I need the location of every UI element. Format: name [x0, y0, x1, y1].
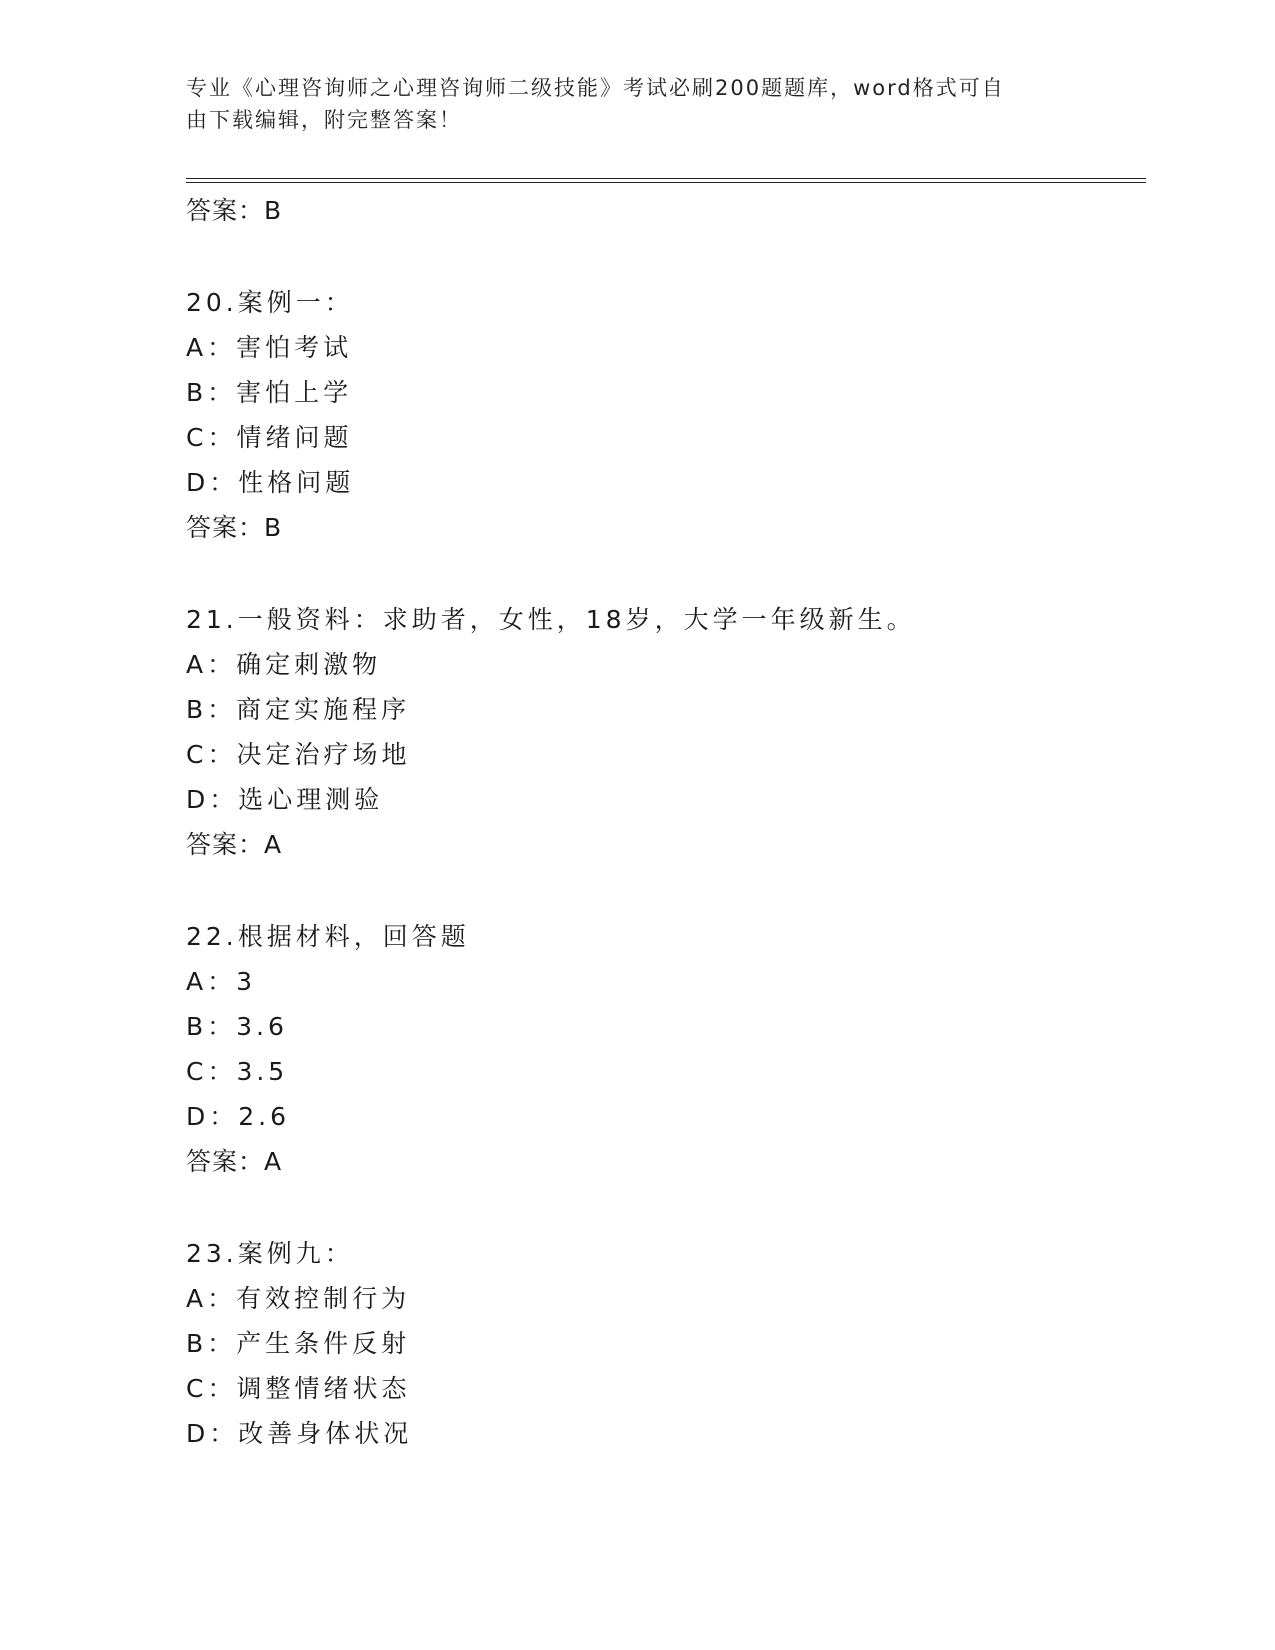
option-b: B：害怕上学: [186, 378, 353, 407]
question-title: 23.案例九：: [186, 1239, 354, 1268]
question-title: 20.案例一：: [186, 288, 354, 317]
header-line-1: 专业《心理咨询师之心理咨询师二级技能》考试必刷200题题库，word格式可自: [186, 76, 1005, 100]
document-page: [186, 0, 1146, 1650]
header-divider-bottom: [186, 182, 1146, 183]
option-c: C：调整情绪状态: [186, 1374, 411, 1403]
option-a: A：3: [186, 967, 257, 996]
answer-line: 答案：A: [186, 1147, 283, 1176]
option-c: C：决定治疗场地: [186, 740, 411, 769]
option-d: D：2.6: [186, 1102, 291, 1131]
answer-line: 答案：A: [186, 830, 283, 859]
question-title: 22.根据材料，回答题: [186, 922, 470, 951]
question-block: [186, 1231, 1146, 1456]
option-b: B：商定实施程序: [186, 695, 411, 724]
question-block: [186, 280, 1146, 550]
question-block: [186, 914, 1146, 1184]
question-list: [186, 188, 1146, 1456]
option-d: D：选心理测验: [186, 785, 384, 814]
answer-line: 答案：B: [186, 513, 283, 542]
option-c: C：3.5: [186, 1057, 289, 1086]
option-a: A：有效控制行为: [186, 1284, 411, 1313]
option-b: B：产生条件反射: [186, 1329, 411, 1358]
option-d: D：性格问题: [186, 468, 355, 497]
option-c: C：情绪问题: [186, 423, 353, 452]
option-a: A：害怕考试: [186, 333, 353, 362]
option-b: B：3.6: [186, 1012, 288, 1041]
document-header: [186, 72, 1066, 136]
header-divider-top: [186, 178, 1146, 179]
option-d: D：改善身体状况: [186, 1419, 413, 1448]
option-a: A：确定刺激物: [186, 650, 382, 679]
header-line-2: 由下载编辑，附完整答案！: [186, 108, 462, 132]
question-block: [186, 597, 1146, 867]
answer-line: 答案：B: [186, 196, 283, 225]
question-title: 21.一般资料：求助者，女性，18岁，大学一年级新生。: [186, 605, 916, 634]
